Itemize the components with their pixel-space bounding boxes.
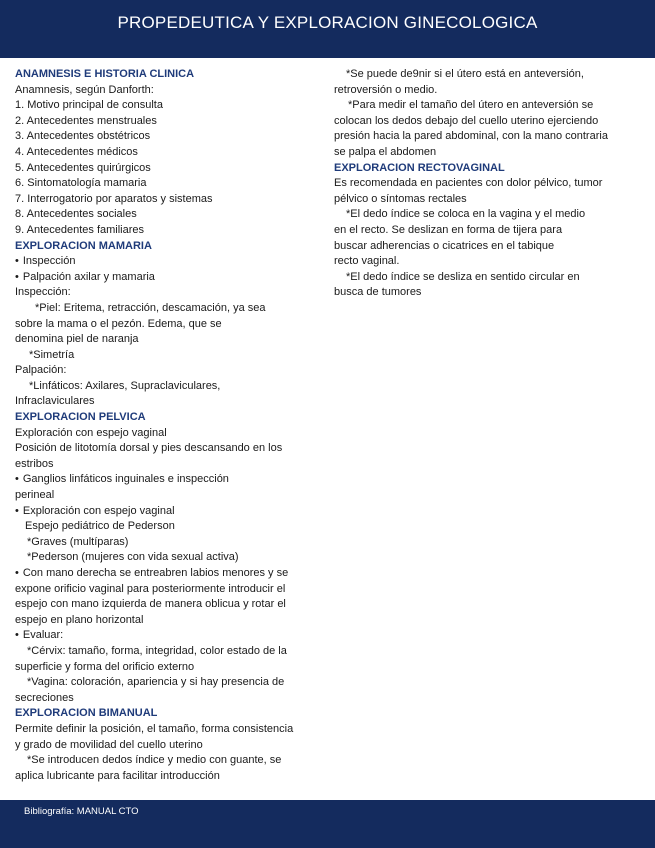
- text-line: *Piel: Eritema, retracción, descamación, ya sea: [35, 301, 266, 314]
- text-line: espejo con mano izquierda de manera oblicua y rotar el: [15, 598, 286, 611]
- text-line: Posición de litotomía dorsal y pies descansando en los: [15, 442, 283, 455]
- section-heading-pelvica: EXPLORACION PELVICA: [15, 411, 146, 424]
- text-line: espejo en plano horizontal: [15, 613, 144, 626]
- text-line: *Cérvix: tamaño, forma, integridad, color estado de la: [27, 644, 287, 657]
- text-line: *Se introducen dedos índice y medio con guante, se: [27, 754, 282, 767]
- section-heading-anamnesis: ANAMNESIS E HISTORIA CLINICA: [15, 68, 195, 80]
- section-heading-bimanual: EXPLORACION BIMANUAL: [15, 707, 158, 720]
- text-line: busca de tumores: [334, 286, 422, 299]
- list-item: 3. Antecedentes obstétricos: [15, 130, 151, 143]
- list-item: 7. Interrogatorio por aparatos y sistemas: [15, 192, 213, 205]
- text-line: Permite definir la posición, el tamaño, forma consistencia: [15, 722, 294, 735]
- list-item: 4. Antecedentes médicos: [15, 145, 138, 158]
- list-item: 2. Antecedentes menstruales: [15, 114, 157, 127]
- text-line: pélvico o síntomas rectales: [334, 192, 467, 205]
- text-line: *Se puede de9nir si el útero está en anteversión,: [346, 68, 584, 80]
- text-line: buscar adherencias o cicatrices en el tabique: [334, 239, 555, 252]
- text-line: se palpa el abdomen: [334, 145, 437, 158]
- text-line: en el recto. Se deslizan en forma de tijera para: [334, 223, 563, 236]
- list-item: 5. Antecedentes quirúrgicos: [15, 161, 151, 174]
- text-line: Exploración con espejo vaginal: [15, 426, 167, 439]
- section-heading-mamaria: EXPLORACION MAMARIA: [15, 239, 152, 252]
- anamnesis-intro: Anamnesis, según Danforth:: [15, 83, 154, 96]
- list-item: 6. Sintomatología mamaria: [15, 177, 147, 190]
- left-column: [15, 67, 320, 784]
- page-title: PROPEDEUTICA Y EXPLORACION GINECOLOGICA: [117, 13, 538, 32]
- text-line: *Pederson (mujeres con vida sexual activa): [27, 551, 239, 564]
- text-line: *El dedo índice se coloca en la vagina y el medio: [346, 208, 586, 221]
- text-line: perineal: [15, 489, 55, 502]
- text-line: *Para medir el tamaño del útero en anteversión se: [348, 99, 594, 112]
- bullet-item: • Inspección: [15, 254, 320, 270]
- bullet-item: • Exploración con espejo vaginal: [15, 504, 320, 520]
- text-line: aplica lubricante para facilitar introducción: [15, 769, 220, 782]
- text-line: estribos: [15, 457, 54, 470]
- text-line: *Simetría: [29, 348, 75, 361]
- list-item: 1. Motivo principal de consulta: [15, 99, 163, 112]
- list-item: 9. Antecedentes familiares: [15, 223, 145, 236]
- text-line: superficie y forma del orificio externo: [15, 660, 195, 673]
- text-line: *Vagina: coloración, apariencia y si hay presencia de: [27, 676, 285, 689]
- text-line: Infraclaviculares: [15, 395, 95, 408]
- text-line: sobre la mama o el pezón. Edema, que se: [15, 317, 222, 330]
- text-line: presión hacia la pared abdominal, con la mano contraria: [334, 130, 608, 143]
- text-line: *El dedo índice se desliza en sentido circular en: [346, 270, 580, 283]
- bullet-item: • Ganglios linfáticos inguinales e inspección: [15, 472, 320, 488]
- page-header: [0, 0, 655, 58]
- list-item: 8. Antecedentes sociales: [15, 208, 137, 221]
- bullet-item: • Palpación axilar y mamaria: [15, 270, 320, 286]
- text-line: Espejo pediátrico de Pederson: [25, 520, 175, 533]
- text-line: expone orificio vaginal para posteriormente introducir el: [15, 582, 286, 595]
- text-line: colocan los dedos debajo del cuello uterino ejerciendo: [334, 114, 599, 127]
- bullet-item: • Evaluar:: [15, 628, 320, 644]
- right-column: [334, 67, 634, 301]
- text-line: secreciones: [15, 691, 74, 704]
- text-line: *Graves (multíparas): [27, 535, 129, 548]
- bibliography-text: Bibliografía: MANUAL CTO: [24, 806, 139, 817]
- bullet-item: • Con mano derecha se entreabren labios menores y se: [15, 566, 320, 582]
- text-line: Es recomendada en pacientes con dolor pélvico, tumor: [334, 177, 603, 190]
- text-line: retroversión o medio.: [334, 83, 438, 96]
- palpacion-label: Palpación:: [15, 364, 67, 377]
- text-line: recto vaginal.: [334, 255, 400, 268]
- section-heading-rectovaginal: EXPLORACION RECTOVAGINAL: [334, 161, 505, 174]
- text-line: denomina piel de naranja: [15, 333, 139, 346]
- page-footer: [0, 800, 655, 848]
- text-line: y grado de movilidad del cuello uterino: [15, 738, 203, 751]
- text-line: *Linfáticos: Axilares, Supraclaviculares,: [29, 379, 221, 392]
- inspeccion-label: Inspección:: [15, 286, 71, 299]
